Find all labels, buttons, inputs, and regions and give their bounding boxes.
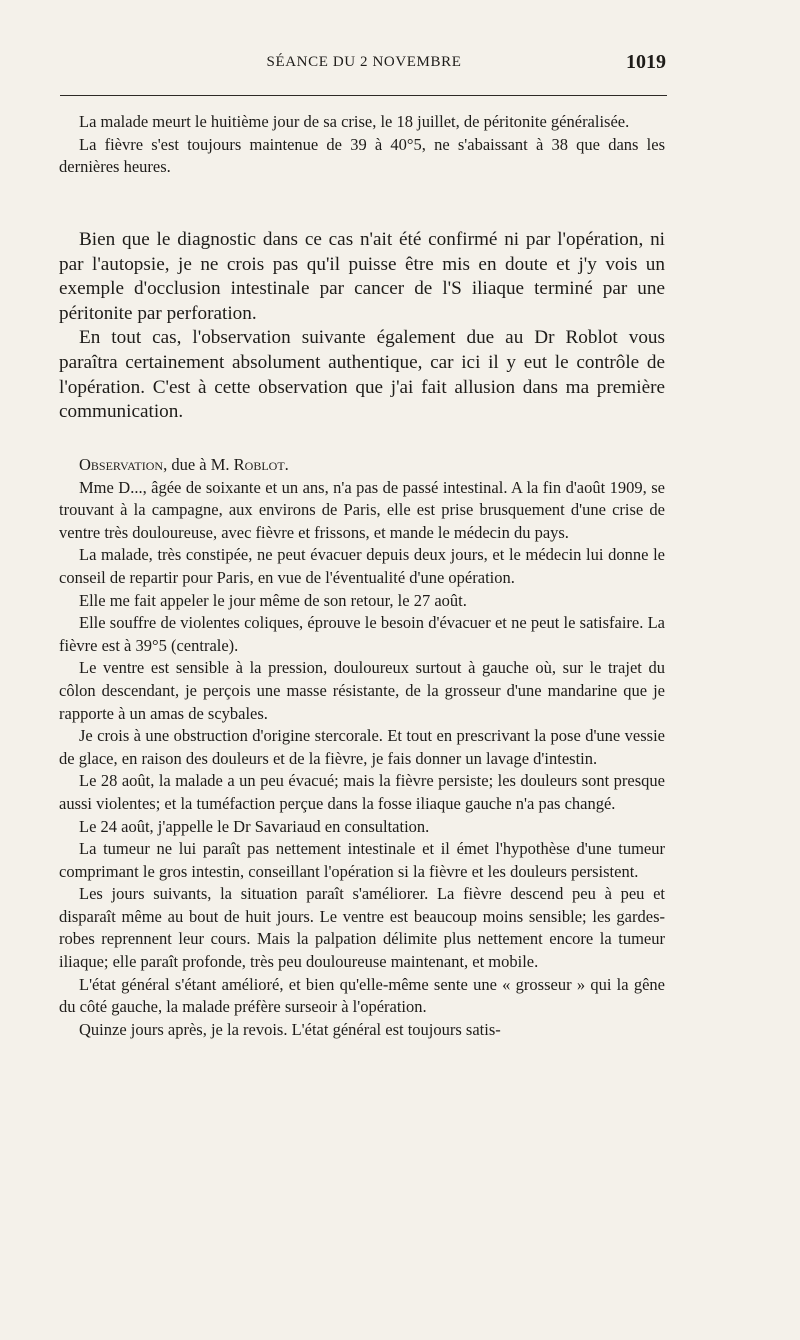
paragraph: Mme D..., âgée de soixante et un ans, n'a pas de passé intestinal. A la fin d'août 1909, se trouvant à la campagne, aux environs de Paris, elle est prise brusquement d'une crise de ventre très douloureuse, avec fièvre et frissons, et mande le médecin du pays. (59, 477, 665, 542)
paragraph: Quinze jours après, je la revois. L'état général est toujours satis- (79, 1019, 501, 1039)
page-number: 1019 (626, 51, 666, 73)
header-rule (60, 95, 667, 96)
paragraph: La malade, très constipée, ne peut évacuer depuis deux jours, et le médecin lui donne le conseil de repartir pour Paris, en vue de l'éventualité d'une opération. (59, 545, 665, 587)
paragraph: La fièvre s'est toujours maintenue de 39 à 40°5, ne s'abaissant à 38 que dans les dernières heures. (59, 134, 665, 177)
paragraph: Je crois à une obstruction d'origine stercorale. Et tout en prescrivant la pose d'une vessie de glace, en raison des douleurs et de la fièvre, je fais donner un lavage d'intestin. (59, 726, 665, 768)
paragraph: Bien que le diagnostic dans ce cas n'ait été confirmé ni par l'opération, ni par l'autopsie, je ne crois pas qu'il puisse être mis en doute et j'y vois un exemple d'occlusion intestinale par cancer de l'S iliaque terminé par une péritonite par perforation. (59, 229, 665, 324)
page-header (60, 49, 668, 83)
paragraph: Le 24 août, j'appelle le Dr Savariaud en consultation. (79, 816, 430, 836)
paragraph: La tumeur ne lui paraît pas nettement intestinale et il émet l'hypothèse d'une tumeur comprimant le gros intestin, conseillant l'opération si la fièvre et les douleurs persistent. (59, 839, 665, 881)
paragraph: En tout cas, l'observation suivante également due au Dr Roblot vous paraîtra certainement absolument authentique, car ici il y eut le contrôle de l'opération. C'est à cette observation que j'ai fait allusion dans ma première communication. (59, 327, 665, 423)
observation-heading (59, 454, 665, 477)
discussion-section (59, 228, 665, 425)
observation-label: Observation, (79, 455, 168, 474)
paragraph: La malade meurt le huitième jour de sa crise, le 18 juillet, de péritonite généralisée. (79, 112, 630, 131)
intro-section (59, 111, 665, 179)
paragraph: Elle me fait appeler le jour même de son retour, le 27 août. (79, 590, 467, 610)
paragraph: Les jours suivants, la situation paraît s'améliorer. La fièvre descend peu à peu et disparaît même au bout de huit jours. Le ventre est beaucoup moins sensible; les gardes-robes reprennent leur cours. Mais la palpation délimite plus nettement encore la tumeur iliaque; elle paraît profonde, très peu douloureuse maintenant, et mobile. (59, 884, 665, 972)
observation-prefix: due à M. (171, 455, 230, 474)
paragraph: L'état général s'étant amélioré, et bien qu'elle-même sente une « grosseur » qui la gêne du côté gauche, la malade préfère surseoir à l'opération. (59, 974, 665, 1017)
running-title: SÉANCE DU 2 NOVEMBRE (266, 54, 462, 70)
observation-author: Roblot. (233, 455, 289, 474)
observation-section (59, 454, 665, 1041)
paragraph: Elle souffre de violentes coliques, éprouve le besoin d'évacuer et ne peut le satisfaire. La fièvre est à 39°5 (centrale). (59, 613, 665, 655)
paragraph: Le 28 août, la malade a un peu évacué; mais la fièvre persiste; les douleurs sont presque aussi violentes; et la tuméfaction perçue dans la fosse iliaque gauche n'a pas changé. (59, 771, 665, 813)
paragraph: Le ventre est sensible à la pression, douloureux surtout à gauche où, sur le trajet du côlon descendant, je perçois une masse résistante, de la grosseur d'une mandarine que je rapporte à un amas de scybales. (59, 658, 665, 723)
